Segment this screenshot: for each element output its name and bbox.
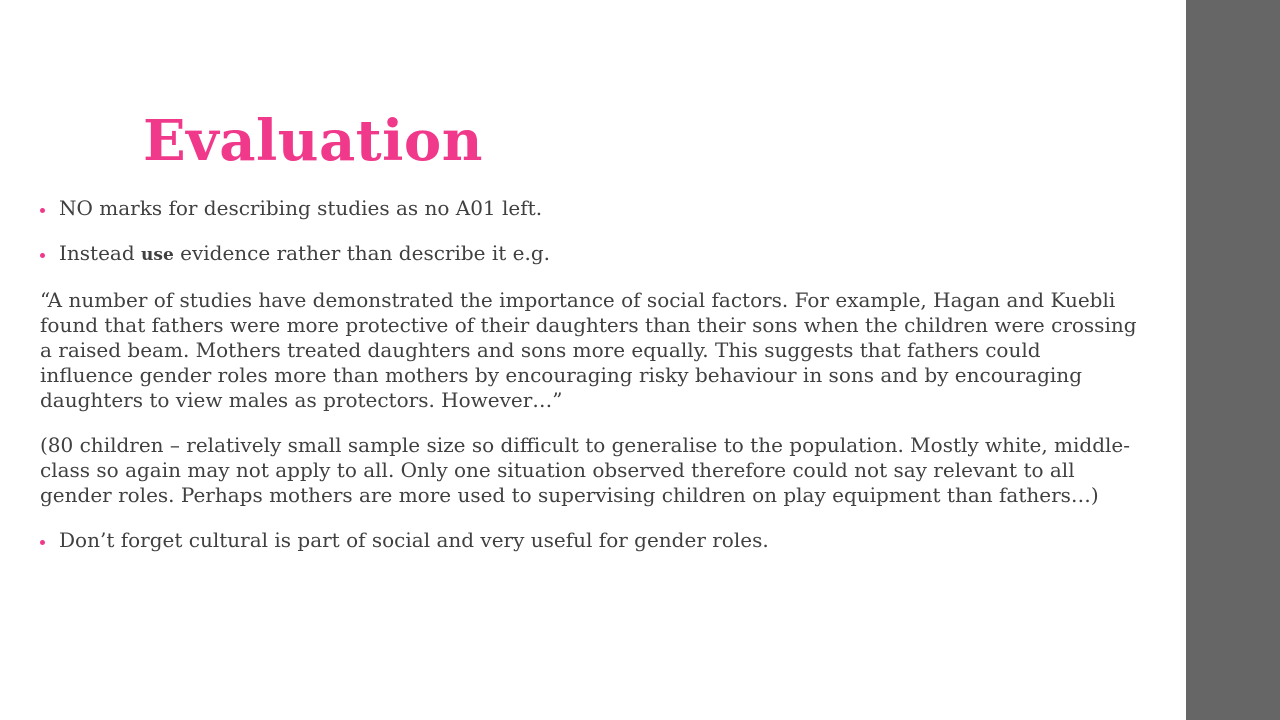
- bullet-text-start: Instead: [59, 241, 142, 265]
- slide-title: Evaluation: [143, 108, 483, 174]
- bullet-dot-icon: [40, 253, 45, 258]
- bullet-item: [40, 241, 1140, 268]
- emphasized-word: use: [141, 245, 174, 265]
- critique-paragraph: (80 children – relatively small sample size so difficult to generalise to the population. Mostly white, middle-class so again may not apply to all. Only one situation observed therefore could not say relevant to all gender roles. Perhaps mothers are more used to supervising children on play equipment than fathers…): [40, 433, 1130, 507]
- bullet-item: [40, 528, 1140, 553]
- quote-paragraph: “A number of studies have demonstrated the importance of social factors. For example, Hagan and Kuebli found that fathers were more protective of their daughters than their sons when the children were crossing a raised beam. Mothers treated daughters and sons more equally. This suggests that fathers could influence gender roles more than mothers by encouraging risky behaviour in sons and by encouraging daughters to view males as protectors. However…”: [40, 288, 1137, 412]
- slide-body: [40, 196, 1140, 573]
- bullet-dot-icon: [40, 208, 45, 213]
- bullet-text: [59, 241, 550, 265]
- bullet-item: [40, 196, 1140, 221]
- side-accent-bar: [1186, 0, 1280, 720]
- bullet-dot-icon: [40, 540, 45, 545]
- bullet-text-end: evidence rather than describe it e.g.: [173, 241, 551, 265]
- bullet-text: NO marks for describing studies as no A01 left.: [59, 196, 543, 220]
- bullet-text: Don’t forget cultural is part of social and very useful for gender roles.: [59, 528, 769, 552]
